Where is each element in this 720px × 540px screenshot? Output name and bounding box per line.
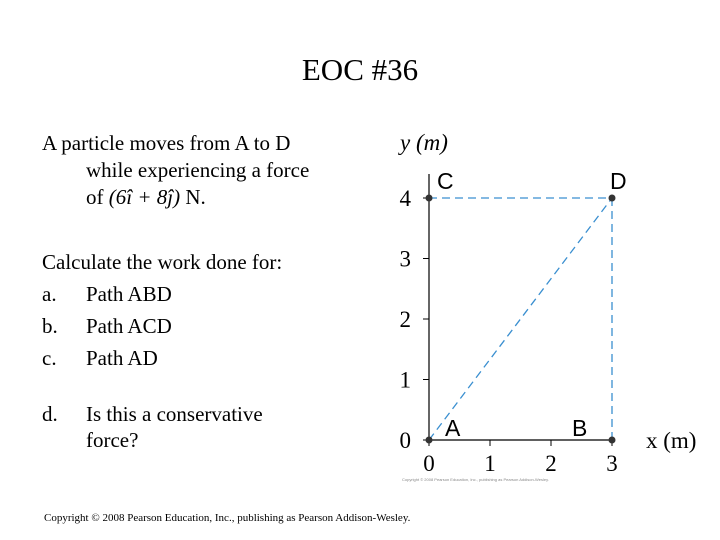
y-tick-label: 2 <box>399 307 411 332</box>
x-tick-label: 0 <box>423 451 435 476</box>
x-tick-label: 2 <box>545 451 557 476</box>
x-tick-label: 3 <box>606 451 618 476</box>
point-label-C: C <box>437 168 454 194</box>
graph-layer <box>398 130 696 482</box>
calc-item-text: Path ACD <box>86 314 172 338</box>
question-line-2: force? <box>86 428 139 452</box>
question-label: d. <box>42 402 58 426</box>
calc-item-text: Path ABD <box>86 282 172 306</box>
slide-title: EOC #36 <box>301 52 419 87</box>
point-label-B: B <box>572 415 588 441</box>
problem-line-1: A particle moves from A to D <box>42 131 291 155</box>
y-tick-label: 4 <box>399 186 411 211</box>
point-A <box>426 437 433 444</box>
point-D <box>609 195 616 202</box>
point-label-A: A <box>445 415 461 441</box>
point-C <box>426 195 433 202</box>
graph-credit: Copyright © 2008 Pearson Education, Inc., publishing as Pearson Addison-Wesley. <box>402 477 549 482</box>
force-vector: (6î + 8ĵ) <box>108 185 181 209</box>
problem-of: of <box>86 185 104 209</box>
question-line-1: Is this a conservative <box>86 402 263 426</box>
calc-item-label: a. <box>42 282 57 306</box>
y-tick-label: 0 <box>399 428 411 453</box>
copyright-notice: Copyright © 2008 Pearson Education, Inc., publishing as Pearson Addison-Wesley. <box>44 512 411 524</box>
y-tick-label: 3 <box>399 246 411 272</box>
path-AD <box>429 198 612 440</box>
calc-header: Calculate the work done for: <box>42 250 283 274</box>
y-tick-label: 1 <box>399 367 411 393</box>
calc-item-label: c. <box>42 346 57 370</box>
x-tick-label: 1 <box>484 451 496 476</box>
point-B <box>609 437 616 444</box>
y-axis-label: y (m) <box>400 130 448 155</box>
point-label-D: D <box>610 168 627 194</box>
problem-line-2: while experiencing a force <box>86 158 310 182</box>
calc-item-text: Path AD <box>86 346 158 370</box>
x-axis-label: x (m) <box>646 428 697 453</box>
calc-item-label: b. <box>42 314 58 338</box>
force-unit: N. <box>185 185 206 209</box>
